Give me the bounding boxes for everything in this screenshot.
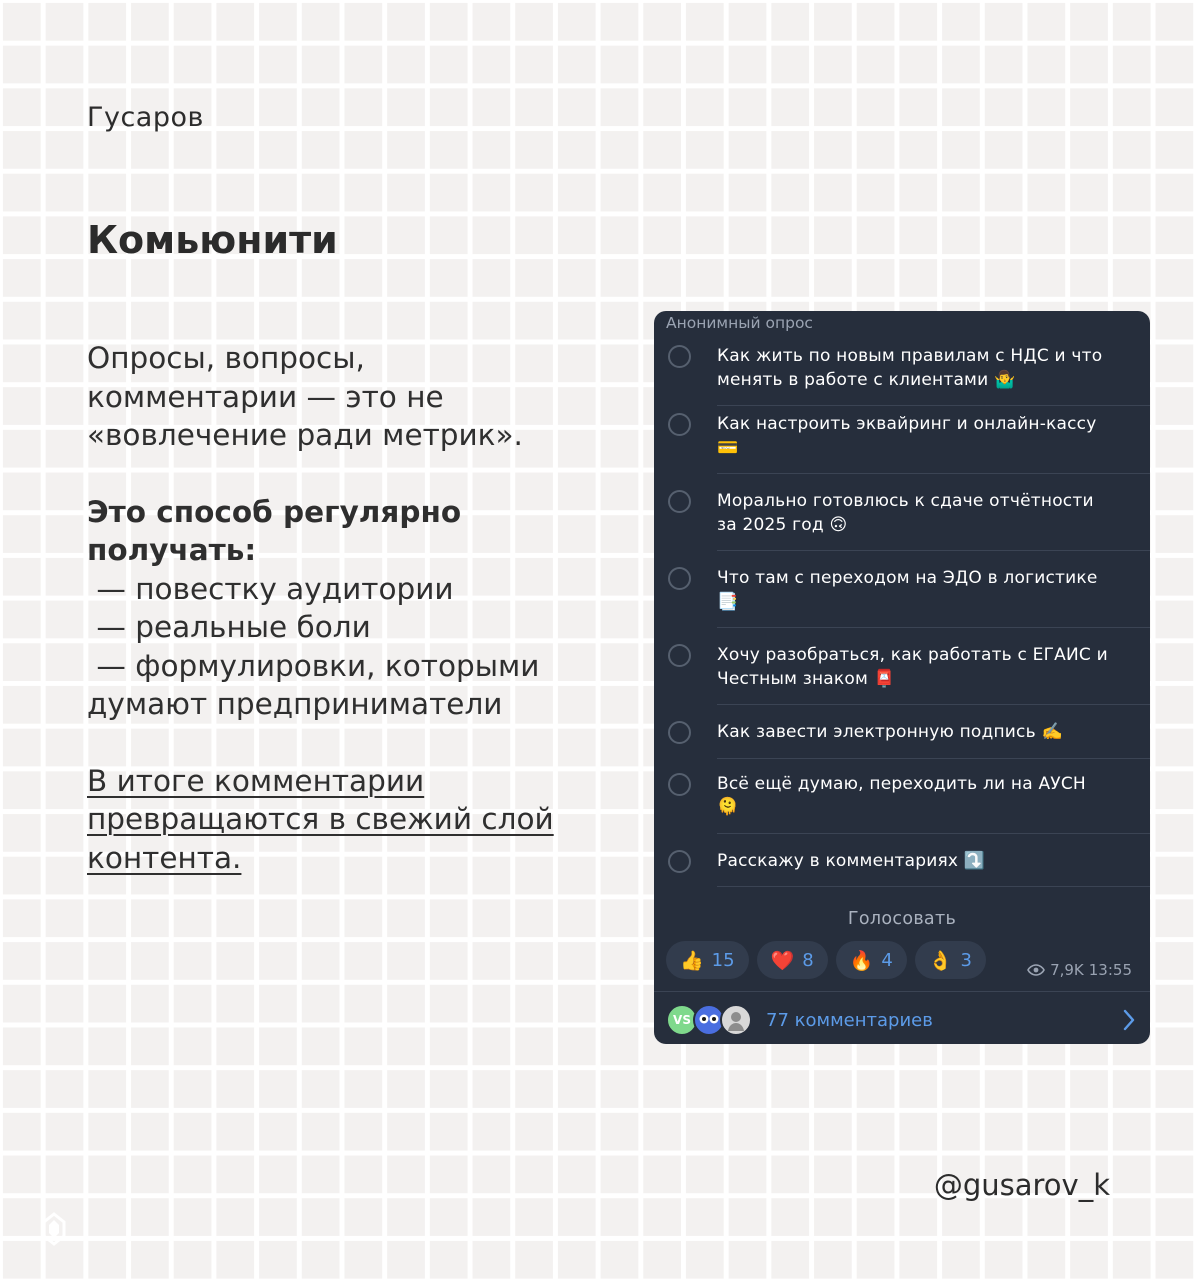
conclusion-line: контента.	[87, 840, 242, 875]
radio-icon[interactable]	[668, 850, 691, 873]
body-list-item: — формулировки, которыми	[87, 648, 540, 683]
conclusion-line: превращаются в свежий слой	[87, 802, 554, 836]
poll-option-text: Как настроить эквайринг и онлайн-кассу	[717, 414, 1097, 434]
heart-icon: ❤️	[770, 949, 795, 972]
views-count: 7,9K	[1050, 961, 1084, 979]
logo-icon	[40, 1212, 68, 1246]
conclusion-line: В итоге комментарии	[87, 763, 425, 798]
vote-button[interactable]: Голосовать	[847, 909, 957, 929]
reaction-heart[interactable]	[757, 941, 828, 979]
poll-option-text: Как завести электронную подпись	[717, 722, 1036, 742]
body-line: Опросы, вопросы,	[87, 341, 365, 375]
poll-option-text: Хочу разобраться, как работать с ЕГАИС и Честным знаком	[717, 645, 1108, 689]
thumbs-up-icon: 👍	[680, 949, 704, 972]
message-time: 13:55	[1088, 961, 1132, 979]
chevron-right-icon	[1122, 1008, 1136, 1032]
poll-type-label: Анонимный опрос	[666, 314, 813, 332]
radio-icon[interactable]	[668, 644, 691, 667]
reactions-bar	[666, 941, 986, 979]
poll-option[interactable]	[654, 338, 1150, 406]
telegram-poll-card	[654, 311, 1150, 1044]
poll-option[interactable]	[654, 759, 1150, 834]
poll-option[interactable]	[654, 551, 1150, 628]
reaction-count: 8	[802, 949, 814, 971]
credit-card-emoji-icon: 💳	[717, 437, 739, 458]
author-handle: @gusarov_k	[933, 1168, 1110, 1202]
comments-button[interactable]	[666, 1004, 1138, 1036]
arrow-down-emoji-icon: ⤵️	[963, 850, 986, 871]
body-list-item: — повестку аудитории	[87, 571, 454, 606]
body-list-item: — реальные боли	[87, 610, 371, 644]
body-line: комментарии — это не	[87, 379, 444, 414]
reaction-count: 3	[960, 949, 972, 971]
poll-option[interactable]	[654, 705, 1150, 759]
melting-face-emoji-icon: 🫠	[717, 797, 739, 817]
poll-option[interactable]	[654, 628, 1150, 705]
eye-icon	[1027, 964, 1045, 976]
divider	[654, 991, 1150, 992]
poll-option-text: Как жить по новым правилам с НДС и что менять в работе с клиентами	[717, 346, 1103, 390]
document-emoji-icon: 📑	[717, 591, 739, 612]
brand-name: Гусаров	[87, 102, 204, 133]
poll-option-text: Расскажу в комментариях	[717, 850, 959, 871]
poll-option-text: Что там с переходом на ЭДО в логистике	[717, 568, 1098, 588]
ok-hand-icon: 👌	[928, 949, 953, 972]
radio-icon[interactable]	[668, 345, 691, 368]
shrug-emoji-icon: 🤷‍♂️	[993, 369, 1016, 390]
avatar: VS	[666, 1004, 698, 1036]
body-line: «вовлечение ради метрик».	[87, 418, 523, 452]
poll-options	[654, 338, 1150, 887]
face-icon	[698, 1012, 720, 1028]
comments-count: 77 комментариев	[766, 1009, 933, 1031]
body-text	[87, 339, 607, 877]
poll-option[interactable]	[654, 406, 1150, 474]
poll-option-text: Всё ещё думаю, переходить ли на АУСН	[717, 773, 1086, 794]
postbox-emoji-icon: 📮	[873, 668, 895, 689]
reaction-ok-hand[interactable]	[915, 941, 986, 979]
reaction-fire[interactable]	[836, 941, 907, 979]
radio-icon[interactable]	[668, 567, 691, 590]
radio-icon[interactable]	[668, 413, 691, 436]
poll-option-text: Морально готовлюсь к сдаче отчётности за 2025 год	[717, 491, 1094, 535]
page-title: Комьюнити	[87, 218, 338, 262]
upside-down-face-emoji-icon: 🙃	[829, 514, 848, 535]
reaction-count: 15	[711, 949, 735, 971]
body-bold-line: получать:	[87, 533, 257, 567]
radio-icon[interactable]	[668, 490, 691, 513]
radio-icon[interactable]	[668, 721, 691, 744]
body-list-item: думают предприниматели	[87, 687, 503, 721]
reaction-count: 4	[881, 949, 893, 971]
portrait-icon	[726, 1009, 746, 1031]
writing-hand-emoji-icon: ✍️	[1041, 722, 1063, 742]
body-bold-line: Это способ регулярно	[87, 494, 462, 529]
commenter-avatars	[666, 1004, 756, 1036]
message-meta	[1027, 961, 1132, 979]
poll-option[interactable]	[654, 834, 1150, 888]
fire-icon: 🔥	[849, 949, 874, 972]
poll-option[interactable]	[654, 474, 1150, 551]
reaction-thumbs-up[interactable]	[666, 941, 749, 979]
avatar	[720, 1004, 752, 1036]
radio-icon[interactable]	[668, 773, 691, 796]
